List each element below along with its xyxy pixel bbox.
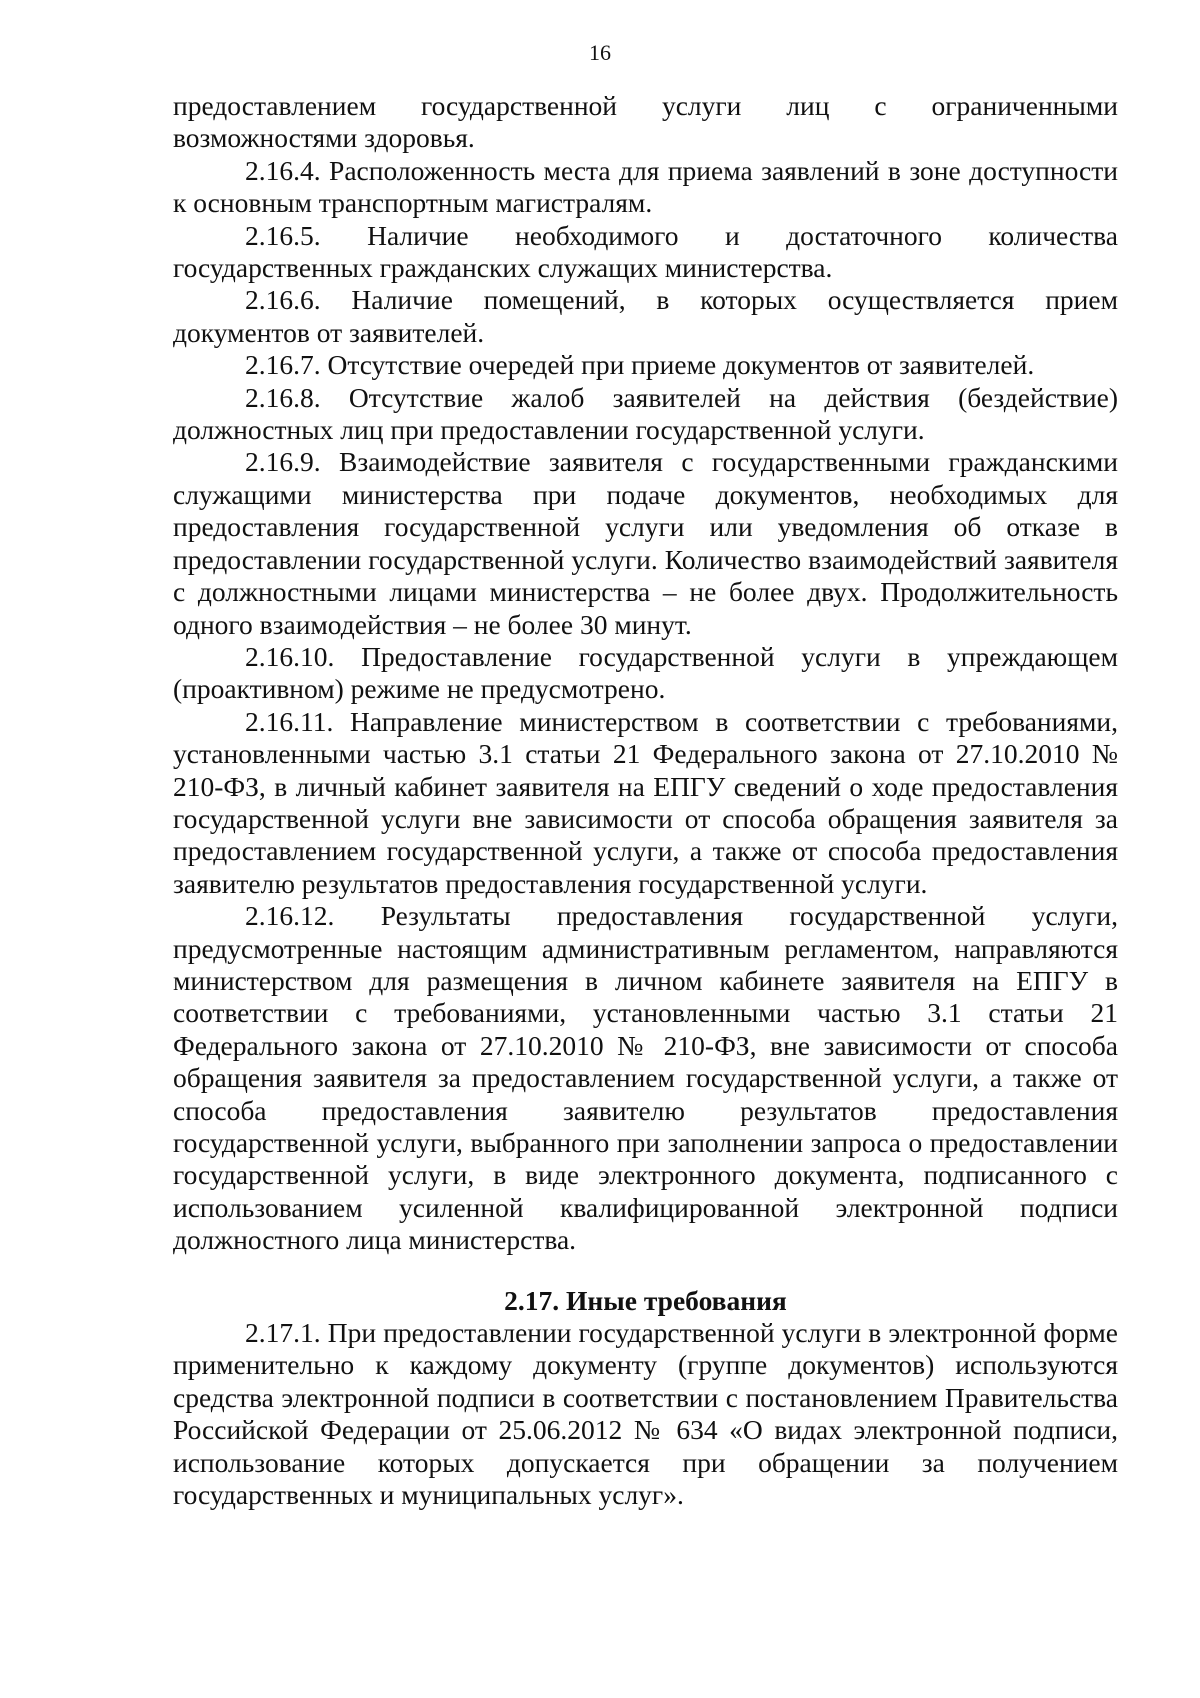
paragraph-2-16-12: 2.16.12. Результаты предоставления государственной услуги, предусмотренные настоящим административным регламентом, направляются министерством для размещения в личном кабинете заявителя на ЕПГУ в соответствии с требованиями, установленными частью 3.1 статьи 21 Федерального закона от 27.10.2010 № 210-ФЗ, вне зависимости от способа обращения заявителя за предоставлением государственной услуги, а также от способа предоставления заявителю результатов предоставления государственной услуги, выбранного при заполнении запроса о предоставлении государственной услуги, в виде электронного документа, подписанного с использованием усиленной квалифицированной электронной подписи должностного лица министерства.	[173, 900, 1118, 1256]
paragraph-2-16-11: 2.16.11. Направление министерством в соответствии с требованиями, установленными частью 3.1 статьи 21 Федерального закона от 27.10.2010 № 210-ФЗ, в личный кабинет заявителя на ЕПГУ сведений о ходе предоставления государственной услуги вне зависимости от способа обращения заявителя за предоставлением государственной услуги, а также от способа предоставления заявителю результатов предоставления государственной услуги.	[173, 705, 1118, 899]
paragraph-2-16-10: 2.16.10. Предоставление государственной услуги в упреждающем (проактивном) режиме не предусмотрено.	[173, 640, 1118, 705]
paragraph-2-16-4: 2.16.4. Расположенность места для приема заявлений в зоне доступности к основным транспортным магистралям.	[173, 154, 1118, 219]
paragraph-2-16-7: 2.16.7. Отсутствие очередей при приеме документов от заявителей.	[245, 349, 1035, 381]
section-heading: 2.17. Иные требования	[504, 1284, 787, 1316]
paragraph-continuation: предоставлением государственной услуги лиц с ограниченными возможностями здоровья.	[173, 90, 1118, 154]
paragraph-2-16-6: 2.16.6. Наличие помещений, в которых осуществляется прием документов от заявителей.	[173, 284, 1118, 348]
document-body	[173, 90, 1118, 1511]
paragraph-2-16-5: 2.16.5. Наличие необходимого и достаточного количества государственных гражданских служащих министерства.	[173, 219, 1118, 284]
paragraph-2-17-1: 2.17.1. При предоставлении государственной услуги в электронной форме применительно к каждому документу (группе документов) используются средства электронной подписи в соответствии с постановлением Правительства Российской Федерации от 25.06.2012 № 634 «О видах электронной подписи, использование которых допускается при обращении за получением государственных и муниципальных услуг».	[173, 1317, 1118, 1511]
page-number: 16	[589, 40, 611, 65]
paragraph-2-16-9: 2.16.9. Взаимодействие заявителя с государственными гражданскими служащими министерства при подаче документов, необходимых для предоставления государственной услуги или уведомления об отказе в предоставлении государственной услуги. Количество взаимодействий заявителя с должностными лицами министерства – не более двух. Продолжительность одного взаимодействия – не более 30 минут.	[173, 446, 1118, 640]
paragraph-2-16-8: 2.16.8. Отсутствие жалоб заявителей на действия (бездействие) должностных лиц при предоставлении государственной услуги.	[173, 381, 1118, 446]
